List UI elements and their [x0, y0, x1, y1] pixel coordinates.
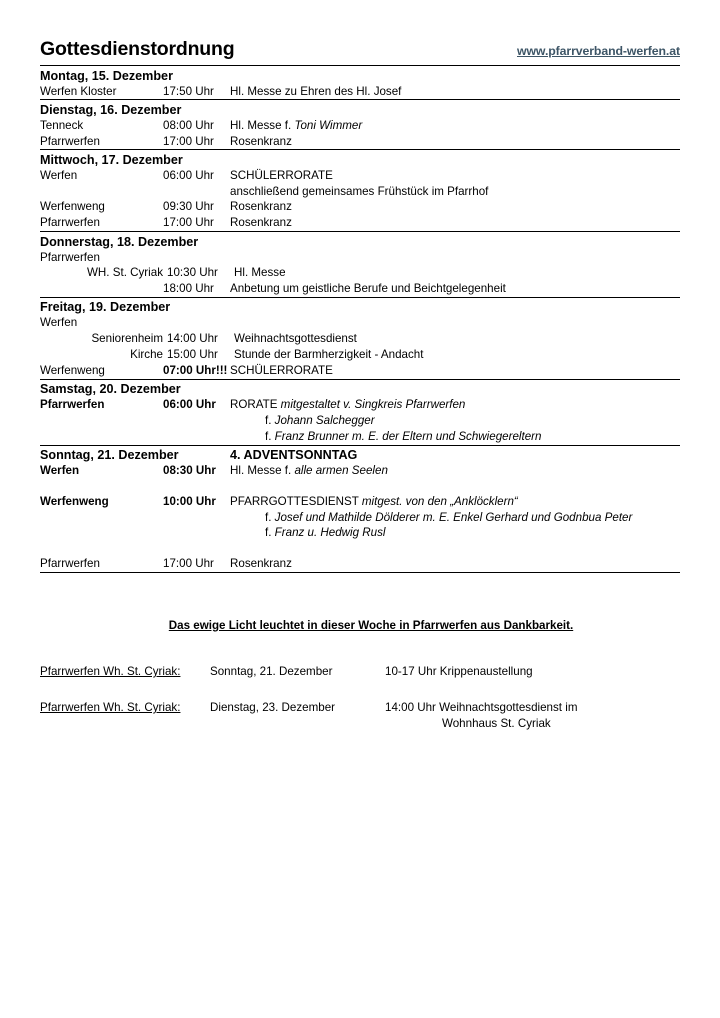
- mass-intention-text: [40, 525, 386, 541]
- parish-website-link[interactable]: www.pfarrverband-werfen.at: [517, 44, 680, 58]
- service-row: [40, 118, 680, 134]
- eternal-light-note: Das ewige Licht leuchtet in dieser Woche in Pfarrwerfen aus Dankbarkeit.: [168, 619, 574, 633]
- mass-intention-row: [40, 413, 680, 429]
- day-heading: [40, 233, 680, 250]
- day-section: [40, 232, 680, 297]
- service-time: 14:00 Uhr: [167, 332, 218, 346]
- day-heading-date: Donnerstag, 18. Dezember: [40, 234, 199, 249]
- service-description: [234, 331, 680, 347]
- footer-notes: [40, 664, 680, 732]
- service-row: [40, 463, 680, 479]
- service-location: Seniorenheim: [91, 332, 163, 346]
- service-description-main: RORATE: [230, 398, 281, 412]
- service-description: [234, 265, 680, 281]
- day-heading: [40, 299, 680, 316]
- day-section: [40, 380, 680, 445]
- intention-prefix: f.: [265, 510, 275, 524]
- row-spacer: [40, 541, 680, 556]
- service-row: [40, 347, 680, 363]
- footer-note-row: [40, 664, 680, 680]
- service-description: [230, 463, 680, 479]
- mass-intention-text: [40, 429, 541, 445]
- service-description-detail: Toni Wimmer: [294, 118, 363, 132]
- service-row: [40, 281, 680, 297]
- day-heading-date: Mittwoch, 17. Dezember: [40, 152, 183, 167]
- intention-name: Franz Brunner m. E. der Eltern und Schwiegereltern: [274, 429, 542, 443]
- service-row: [40, 168, 680, 184]
- service-time: 18:00 Uhr: [163, 282, 214, 296]
- service-location: Pfarrwerfen: [40, 134, 100, 148]
- service-location: Werfen: [40, 316, 78, 330]
- service-row: [40, 84, 680, 100]
- service-description-main: Hl. Messe zu Ehren des Hl. Josef: [230, 84, 402, 98]
- service-location: Tenneck: [40, 118, 84, 132]
- footer-note-detail: [385, 664, 680, 680]
- footer-note-detail: [385, 700, 680, 732]
- service-time: 15:00 Uhr: [167, 348, 218, 362]
- service-time: 17:00 Uhr: [163, 216, 214, 230]
- intention-prefix: f.: [265, 429, 275, 443]
- service-description-main: Stunde der Barmherzigkeit - Andacht: [234, 348, 424, 362]
- service-description-main: SCHÜLERRORATE: [230, 363, 333, 377]
- footer-note-detail-line1: 14:00 Uhr Weihnachtsgottesdienst im: [385, 701, 578, 715]
- service-row: [40, 265, 680, 281]
- day-heading: [40, 151, 680, 168]
- mass-intention-row: [40, 510, 680, 526]
- service-location: Pfarrwerfen: [40, 557, 100, 571]
- service-description: [230, 215, 680, 231]
- service-description-main: Rosenkranz: [230, 216, 292, 230]
- service-description-main: SCHÜLERRORATE: [230, 168, 333, 182]
- service-time: 07:00 Uhr!!!: [163, 363, 228, 377]
- service-location: Pfarrwerfen: [40, 250, 100, 264]
- service-row: [40, 215, 680, 231]
- service-time: 09:30 Uhr: [163, 200, 214, 214]
- service-location: Werfen: [40, 464, 80, 478]
- day-section: [40, 298, 680, 379]
- service-time: 06:00 Uhr: [163, 168, 214, 182]
- section-divider: [40, 572, 680, 573]
- service-time: 17:00 Uhr: [163, 557, 214, 571]
- service-location: Werfenweng: [40, 200, 105, 214]
- service-description: [230, 556, 680, 572]
- footer-note-date: Dienstag, 23. Dezember: [210, 701, 336, 715]
- service-description-main: Rosenkranz: [230, 557, 292, 571]
- service-location: Pfarrwerfen: [40, 216, 100, 230]
- service-row: [40, 331, 680, 347]
- day-heading-date: Montag, 15. Dezember: [40, 68, 173, 83]
- day-heading-date: Sonntag, 21. Dezember: [40, 448, 179, 463]
- service-location: Werfenweng: [40, 494, 109, 508]
- day-heading: [40, 447, 680, 464]
- service-continuation-text: anschließend gemeinsames Frühstück im Pfarrhof: [230, 184, 489, 198]
- service-description-main: Weihnachtsgottesdienst: [234, 332, 357, 346]
- day-heading-note: 4. ADVENTSONNTAG: [230, 448, 358, 463]
- service-time: 08:30 Uhr: [163, 464, 216, 478]
- service-description-detail: mitgest. von den „Anklöcklern“: [361, 494, 518, 508]
- footer-note-label: Pfarrwerfen Wh. St. Cyriak:: [40, 665, 181, 679]
- service-location: WH. St. Cyriak: [86, 266, 163, 280]
- intention-prefix: f.: [265, 413, 275, 427]
- service-description-main: Rosenkranz: [230, 134, 292, 148]
- footer-note-detail-line2: Wohnhaus St. Cyriak: [442, 717, 551, 731]
- day-section: [40, 150, 680, 231]
- service-description: [230, 363, 680, 379]
- service-time: 08:00 Uhr: [163, 118, 214, 132]
- service-description: [230, 494, 680, 510]
- service-time: 06:00 Uhr: [163, 398, 216, 412]
- footer-note-label: Pfarrwerfen Wh. St. Cyriak:: [40, 701, 181, 715]
- service-row: [40, 315, 680, 331]
- service-description: [230, 168, 680, 184]
- page-title: Gottesdienstordnung: [40, 38, 235, 60]
- footer-note-date: Sonntag, 21. Dezember: [210, 665, 333, 679]
- service-time: 10:00 Uhr: [163, 494, 216, 508]
- mass-intention-text: [40, 510, 632, 526]
- service-description: [230, 118, 680, 134]
- service-description-main: Hl. Messe f.: [230, 464, 295, 478]
- service-description-detail: mitgestaltet v. Singkreis Pfarrwerfen: [280, 398, 466, 412]
- service-description: [230, 84, 680, 100]
- service-time: 17:50 Uhr: [163, 84, 214, 98]
- service-location: Kirche: [130, 348, 163, 362]
- service-row: [40, 494, 680, 510]
- mass-intention-text: [40, 413, 375, 429]
- day-heading: [40, 67, 680, 84]
- service-description-main: Rosenkranz: [230, 200, 292, 214]
- service-time: 17:00 Uhr: [163, 134, 214, 148]
- service-location: Werfenweng: [40, 363, 105, 377]
- service-description-main: Hl. Messe f.: [230, 118, 295, 132]
- service-description-main: PFARRGOTTESDIENST: [230, 494, 362, 508]
- service-row: [40, 363, 680, 379]
- intention-prefix: f.: [265, 526, 275, 540]
- document-header: [40, 38, 680, 65]
- row-spacer: [40, 479, 680, 494]
- service-description-main: Anbetung um geistliche Berufe und Beichtgelegenheit: [230, 282, 506, 296]
- service-description-main: Hl. Messe: [234, 266, 286, 280]
- day-heading: [40, 101, 680, 118]
- service-location: Werfen Kloster: [40, 84, 117, 98]
- service-time: 10:30 Uhr: [167, 266, 218, 280]
- service-description: [230, 397, 680, 413]
- intention-name: Franz u. Hedwig Rusl: [274, 526, 386, 540]
- service-description: [230, 281, 680, 297]
- mass-intention-row: [40, 429, 680, 445]
- service-location: Pfarrwerfen: [40, 398, 105, 412]
- service-description: [230, 199, 680, 215]
- footer-note-detail-line1: 10-17 Uhr Krippenaustellung: [385, 665, 533, 679]
- day-heading: [40, 381, 680, 398]
- service-row: [40, 397, 680, 413]
- intention-name: Johann Salchegger: [274, 413, 375, 427]
- service-location: Werfen: [40, 168, 78, 182]
- day-heading-date: Samstag, 20. Dezember: [40, 382, 181, 397]
- service-description: [230, 134, 680, 150]
- service-continuation-row: [40, 184, 680, 200]
- service-schedule-document: [40, 38, 680, 752]
- day-sections: [40, 65, 680, 573]
- day-heading-date: Freitag, 19. Dezember: [40, 300, 171, 315]
- service-description: [234, 347, 680, 363]
- intention-name: Josef und Mathilde Dölderer m. E. Enkel Gerhard und Godnbua Peter: [274, 510, 633, 524]
- mass-intention-row: [40, 525, 680, 541]
- day-section: [40, 66, 680, 99]
- service-row: [40, 134, 680, 150]
- footer-note-row: [40, 700, 680, 732]
- day-heading-date: Dienstag, 16. Dezember: [40, 102, 182, 117]
- service-description-detail: alle armen Seelen: [294, 464, 388, 478]
- service-row: [40, 199, 680, 215]
- service-row: [40, 556, 680, 572]
- service-row: [40, 250, 680, 266]
- day-section: [40, 100, 680, 149]
- document-footer: [40, 619, 680, 732]
- day-section: [40, 446, 680, 572]
